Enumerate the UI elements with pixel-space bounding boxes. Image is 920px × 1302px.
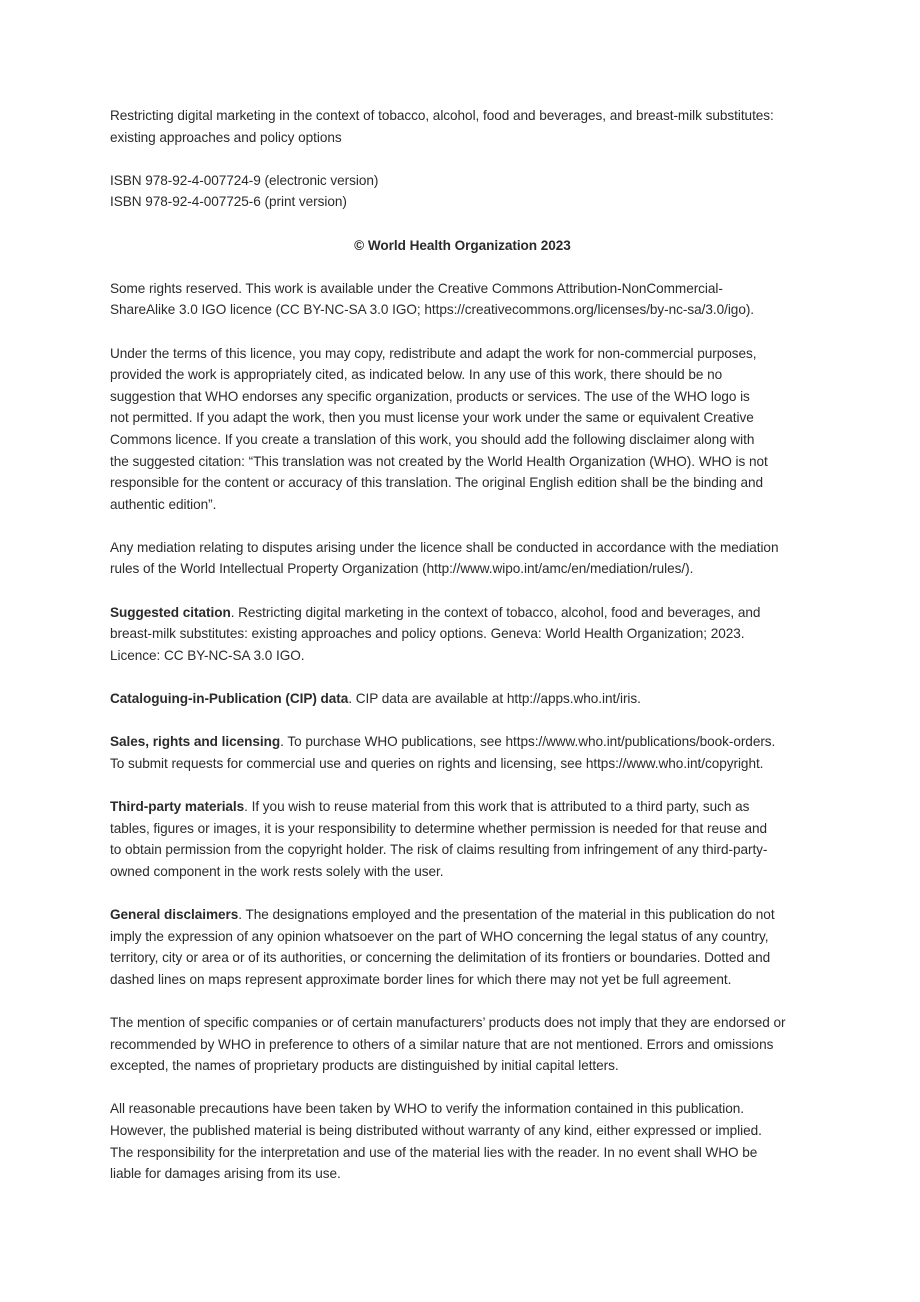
isbn-print: ISBN 978-92-4-007725-6 (print version) — [110, 194, 347, 210]
general-disclaimers-label: General disclaimers — [110, 906, 239, 922]
mediation-paragraph: Any mediation relating to disputes arising under the licence shall be conducted in accordance with the mediation rules of the World Intellectual Property Organization (http://www.wipo.int/amc/en/mediation/rules/). — [110, 539, 779, 577]
suggested-citation-label: Suggested citation — [110, 604, 231, 620]
third-party-paragraph: Third-party materials. If you wish to reuse material from this work that is attributed to a third party, such as tables, figures or images, it is your responsibility to determine whether permission is needed for that reuse and to obtain permission from the copyright holder. The risk of claims resulting from infringement of any third-party- owned component in the work rests solely with the user. — [110, 799, 768, 879]
third-party-label: Third-party materials — [110, 799, 245, 814]
copyright-notice: © World Health Organization 2023 — [354, 237, 571, 253]
copyright-page — [110, 105, 815, 1185]
cip-paragraph: Cataloguing-in-Publication (CIP) data. CIP data are available at http://apps.who.int/iris. — [110, 691, 641, 707]
isbn-block — [110, 170, 815, 213]
general-disclaimers-paragraph: General disclaimers. The designations employed and the presentation of the material in this publication do not imply the expression of any opinion whatsoever on the part of WHO concerning the legal status of any country, territory, city or area or of its authorities, or concerning the delimitation of its frontiers or boundaries. Dotted and dashed lines on maps represent approximate border lines for which there may not yet be full agreement. — [110, 906, 775, 987]
precautions-paragraph: All reasonable precautions have been taken by WHO to verify the information contained in this publication. However, the published material is being distributed without warranty of any kind, either expressed or implied. The responsibility for the interpretation and use of the material lies with the reader. In no event shall WHO be liable for damages arising from its use. — [110, 1101, 762, 1182]
cip-label: Cataloguing-in-Publication (CIP) data — [110, 691, 349, 707]
isbn-electronic: ISBN 978-92-4-007724-9 (electronic version) — [110, 172, 379, 188]
document-title: Restricting digital marketing in the context of tobacco, alcohol, food and beverages, and breast-milk substitutes: existing approaches and policy options — [110, 108, 774, 145]
sales-paragraph: Sales, rights and licensing. To purchase WHO publications, see https://www.who.int/publications/book-orders. To submit requests for commercial use and queries on rights and licensing, see https://www.who.int/copyright. — [110, 734, 776, 771]
suggested-citation-paragraph: Suggested citation. Restricting digital marketing in the context of tobacco, alcohol, food and beverages, and breast-milk substitutes: existing approaches and policy options. Geneva: World Health Organization; 2023. Licence: CC BY-NC-SA 3.0 IGO. — [110, 604, 761, 663]
licence-terms-paragraph: Under the terms of this licence, you may copy, redistribute and adapt the work for non-commercial purposes, provided the work is appropriately cited, as indicated below. In any use of this work, there should be no suggestion that WHO endorses any specific organization, products or services. The use of the WHO logo is not permitted. If you adapt the work, then you must license your work under the same or equivalent Creative Commons licence. If you create a translation of this work, you should add the following disclaimer along with the suggested citation: “This translation was not created by the World Health Organization (WHO). WHO is not responsible for the content or accuracy of this translation. The original English edition shall be the binding and authentic edition”. — [110, 345, 768, 512]
rights-paragraph: Some rights reserved. This work is available under the Creative Commons Attribution-NonCommercial- ShareAlike 3.0 IGO licence (CC BY-NC-SA 3.0 IGO; https://creativecommons.org/licenses/by-nc-sa/3.0/igo). — [110, 280, 755, 318]
companies-paragraph: The mention of specific companies or of certain manufacturers’ products does not imply that they are endorsed or recommended by WHO in preference to others of a similar nature that are not mentioned. Errors and omissions excepted, the names of proprietary products are distinguished by initial capital letters. — [110, 1014, 786, 1074]
sales-label: Sales, rights and licensing — [110, 734, 281, 750]
